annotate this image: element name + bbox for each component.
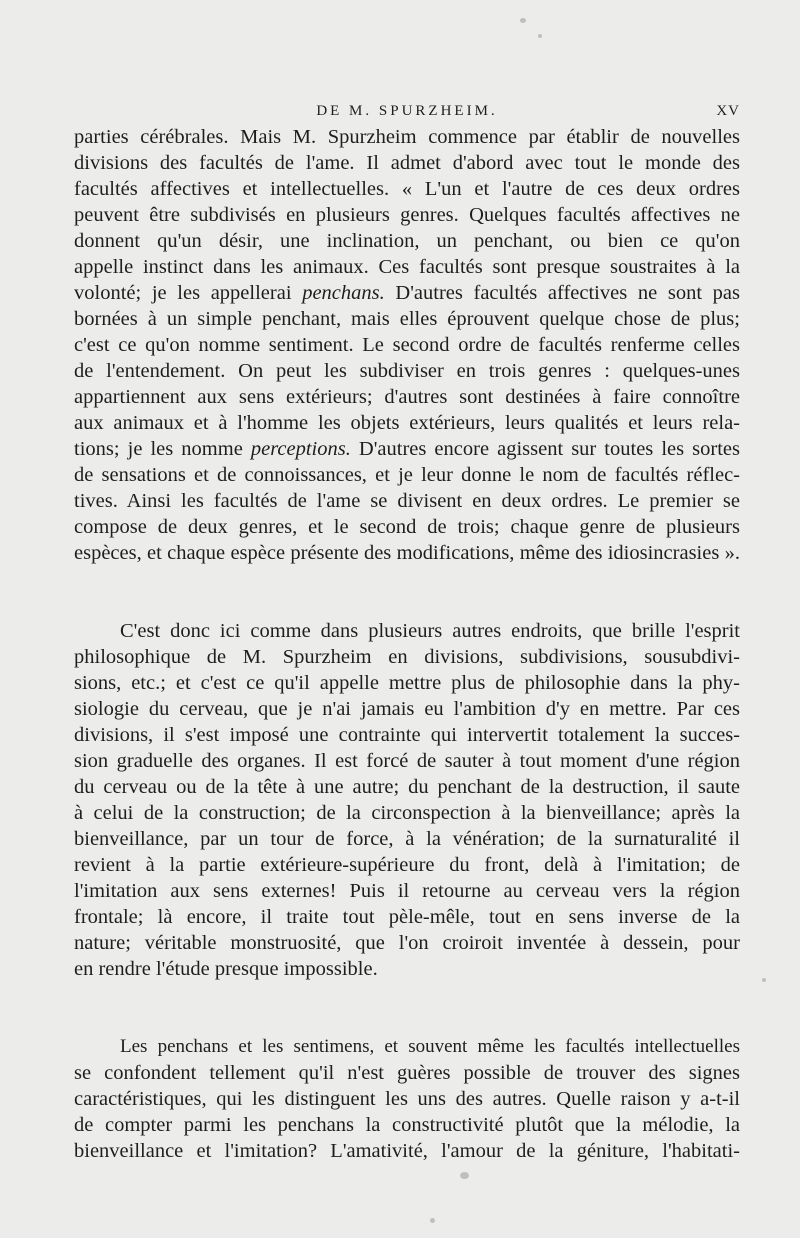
- paragraph-2: [74, 618, 740, 982]
- text-line: de l'entendement. On peut les subdiviser en trois genres : quelques-unes: [74, 360, 740, 382]
- text-line: divisions des facultés de l'ame. Il admet d'abord avec tout le monde des: [74, 152, 740, 174]
- italic-term: penchans.: [302, 282, 385, 304]
- text-line: tives. Ainsi les facultés de l'ame se divisent en deux ordres. Le premier se: [74, 490, 740, 512]
- italic-term: perceptions.: [250, 438, 351, 460]
- paragraph-3: [74, 1034, 740, 1164]
- text-line: frontale; là encore, il traite tout pèle-mêle, tout en sens inverse de la: [74, 906, 740, 928]
- text-line: caractéristiques, qui les distinguent les uns des autres. Quelle raison y a-t-il: [74, 1088, 740, 1110]
- text-line: l'imitation aux sens externes! Puis il retourne au cerveau vers la région: [74, 880, 740, 902]
- text-line: tions; je les nomme perceptions. D'autres encore agissent sur toutes les sortes: [74, 438, 740, 460]
- text-line: aux animaux et à l'homme les objets extérieurs, leurs qualités et leurs rela-: [74, 412, 740, 434]
- text-line: nature; véritable monstruosité, que l'on croiroit inventée à dessein, pour: [74, 932, 740, 954]
- text-line: de compter parmi les penchans la constructivité plutôt que la mélodie, la: [74, 1114, 740, 1136]
- text-line: bornées à un simple penchant, mais elles éprouvent quelque chose de plus;: [74, 308, 740, 330]
- text-line: c'est ce qu'on nomme sentiment. Le second ordre de facultés renferme celles: [74, 334, 740, 356]
- text-line: philosophique de M. Spurzheim en divisions, subdivisions, sousubdivi-: [74, 646, 740, 668]
- text-line: facultés affectives et intellectuelles. « L'un et l'autre de ces deux ordres: [74, 178, 740, 200]
- paper-speck: [460, 1172, 469, 1179]
- text-line: parties cérébrales. Mais M. Spurzheim commence par établir de nouvelles: [74, 126, 740, 148]
- text-line: bienveillance, par un tour de force, à la vénération; de la surnaturalité il: [74, 828, 740, 850]
- text-line: de sensations et de connoissances, et je leur donne le nom de facultés réflec-: [74, 464, 740, 486]
- paper-speck: [762, 978, 766, 982]
- page-header: [74, 99, 740, 125]
- paper-speck: [538, 34, 542, 38]
- text-line: sion graduelle des organes. Il est forcé de sauter à tout moment d'une région: [74, 750, 740, 772]
- text-line: bienveillance et l'imitation? L'amativité, l'amour de la géniture, l'habitati-: [74, 1140, 740, 1162]
- text-line: divisions, il s'est imposé une contrainte qui intervertit totalement la succes-: [74, 724, 740, 746]
- running-head: DE M. SPURZHEIM.: [316, 103, 498, 119]
- text-line: espèces, et chaque espèce présente des modifications, même des idiosincrasies ».: [74, 542, 740, 564]
- text-line: peuvent être subdivisés en plusieurs genres. Quelques facultés affectives ne: [74, 204, 740, 226]
- paragraph-gap: [74, 982, 740, 1034]
- text-line: sions, etc.; et c'est ce qu'il appelle mettre plus de philosophie dans la phy-: [74, 672, 740, 694]
- body-text: [74, 124, 740, 1164]
- text-line: siologie du cerveau, que je n'ai jamais eu l'ambition d'y en mettre. Par ces: [74, 698, 740, 720]
- text-line: donnent qu'un désir, une inclination, un penchant, ou bien ce qu'on: [74, 230, 740, 252]
- paragraph-1: [74, 124, 740, 566]
- text-line: appartiennent aux sens extérieurs; d'autres sont destinées à faire connoître: [74, 386, 740, 408]
- paragraph-gap: [74, 566, 740, 618]
- text-line: C'est donc ici comme dans plusieurs autres endroits, que brille l'esprit: [120, 620, 740, 642]
- paper-speck: [520, 18, 526, 23]
- text-line: revient à la partie extérieure-supérieure du front, delà à l'imitation; de: [74, 854, 740, 876]
- text-line: en rendre l'étude presque impossible.: [74, 958, 378, 980]
- text-line: appelle instinct dans les animaux. Ces facultés sont presque soustraites à la: [74, 256, 740, 278]
- text-line: compose de deux genres, et le second de trois; chaque genre de plusieurs: [74, 516, 740, 538]
- text-line: du cerveau ou de la tête à une autre; du penchant de la destruction, il saute: [74, 776, 740, 798]
- text-line: Les penchans et les sentimens, et souvent même les facultés intellectuelles: [120, 1036, 740, 1057]
- paper-speck: [430, 1218, 435, 1223]
- text-line: se confondent tellement qu'il n'est guères possible de trouver des signes: [74, 1062, 740, 1084]
- text-line: à celui de la construction; de la circonspection à la bienveillance; après la: [74, 802, 740, 824]
- page-number: XV: [716, 103, 740, 119]
- text-line: volonté; je les appellerai penchans. D'autres facultés affectives ne sont pas: [74, 282, 741, 304]
